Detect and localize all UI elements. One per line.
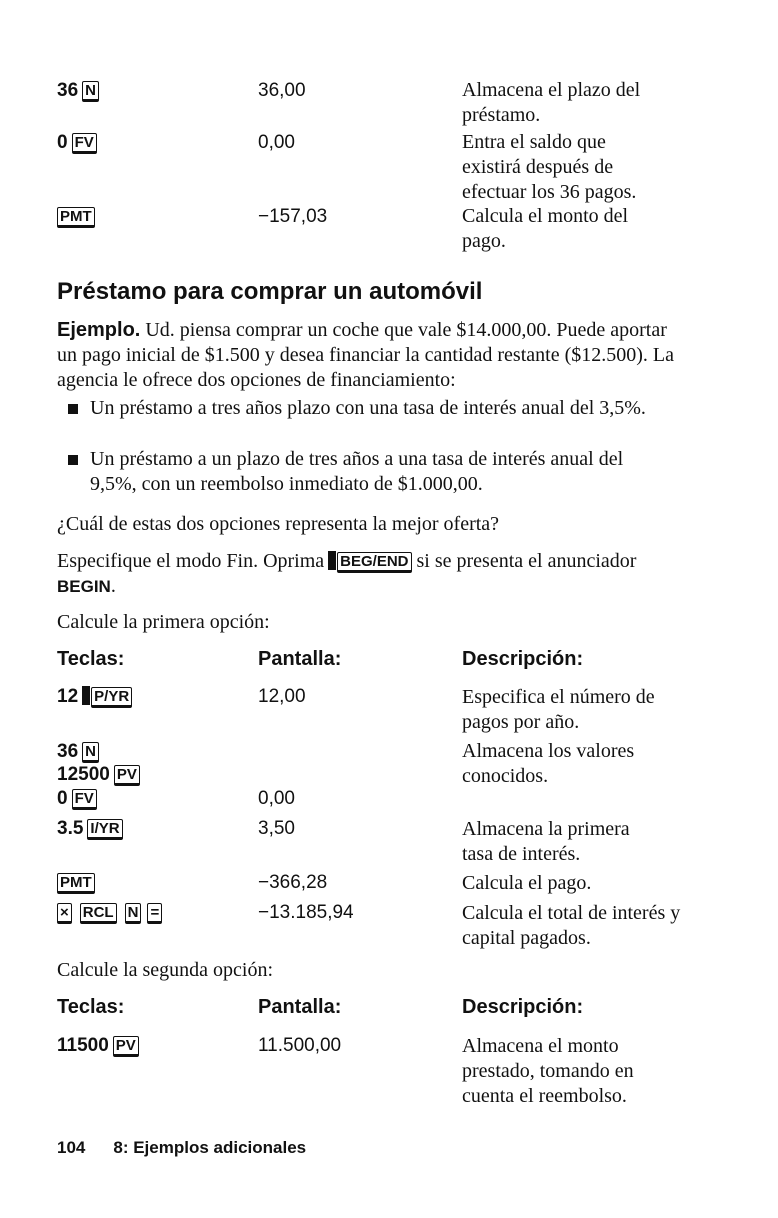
calculator-key: BEG/END bbox=[337, 552, 411, 573]
bullet-item-1: Un préstamo a tres años plazo con una tasa de interés anual del 3,5%. bbox=[68, 396, 682, 421]
annunciator-label: BEGIN bbox=[57, 577, 111, 596]
bullet-square-icon bbox=[68, 455, 78, 465]
display-cell: 36,00 bbox=[258, 80, 306, 101]
description-cell: Calcula el monto del pago. bbox=[462, 205, 629, 252]
section-title: Préstamo para comprar un automóvil bbox=[57, 278, 483, 305]
page-number: 104 bbox=[57, 1138, 86, 1157]
example-label: Ejemplo. bbox=[57, 319, 141, 341]
keys-cell bbox=[53, 872, 95, 894]
calculator-key: N bbox=[82, 742, 99, 763]
calculator-key: N bbox=[82, 81, 99, 102]
header-description: Descripción: bbox=[462, 996, 584, 1018]
description-cell: Entra el saldo que existirá después de efectuar los 36 pagos. bbox=[462, 131, 637, 203]
display-cell: 11.500,00 bbox=[258, 1035, 342, 1056]
keys-cell: 11500 PV bbox=[57, 1035, 139, 1057]
display-cell: −13.185,94 bbox=[258, 902, 354, 923]
keys-cell: 3.5 I/YR bbox=[57, 818, 123, 840]
option1-intro: Calcule la primera opción: bbox=[57, 611, 270, 633]
calculator-key: RCL bbox=[80, 903, 117, 924]
calculator-key: × bbox=[57, 903, 72, 924]
bullet-item-2: Un préstamo a un plazo de tres años a una tasa de interés anual del 9,5%, con un reembolso inmediato de $1.000,00. bbox=[68, 447, 682, 497]
calculator-key: I/YR bbox=[87, 819, 122, 840]
calculator-key: = bbox=[147, 903, 162, 924]
description-cell: Calcula el pago. bbox=[462, 872, 592, 894]
calculator-key: PV bbox=[113, 1036, 139, 1057]
keys-cell: 0 FV bbox=[57, 788, 97, 810]
option2-intro: Calcule la segunda opción: bbox=[57, 959, 274, 981]
question-text: ¿Cuál de estas dos opciones representa la mejor oferta? bbox=[57, 513, 500, 535]
keys-cell: 12 P/YR bbox=[57, 686, 132, 708]
page-footer bbox=[57, 1138, 306, 1158]
header-display: Pantalla: bbox=[258, 996, 342, 1018]
bullet-square-icon bbox=[68, 404, 78, 414]
header-description: Descripción: bbox=[462, 648, 584, 670]
description-cell: Almacena el plazo del préstamo. bbox=[462, 79, 641, 126]
calculator-key: FV bbox=[72, 133, 97, 154]
display-cell: 12,00 bbox=[258, 686, 306, 707]
display-cell: 0,00 bbox=[258, 788, 295, 809]
keys-cell: 0 FV bbox=[57, 132, 97, 154]
chapter-title: 8: Ejemplos adicionales bbox=[113, 1138, 307, 1157]
shift-key-icon bbox=[82, 686, 90, 705]
calculator-key: FV bbox=[72, 789, 97, 810]
example-paragraph bbox=[57, 318, 682, 393]
description-cell: Almacena los valores conocidos. bbox=[462, 740, 635, 787]
display-cell: −157,03 bbox=[258, 206, 328, 227]
mode-paragraph: Especifique el modo Fin. Oprima BEG/END si se presenta el anunciador BEGIN. bbox=[57, 550, 637, 597]
calculator-key: N bbox=[125, 903, 142, 924]
description-cell: Almacena la primera tasa de interés. bbox=[462, 818, 630, 865]
header-keys: Teclas: bbox=[57, 996, 125, 1018]
display-cell: 0,00 bbox=[258, 132, 295, 153]
calculator-key: PMT bbox=[57, 207, 95, 228]
keys-cell: 36 N bbox=[57, 741, 99, 763]
calculator-key: P/YR bbox=[91, 687, 132, 708]
display-cell: −366,28 bbox=[258, 872, 328, 893]
shift-key-icon bbox=[328, 551, 336, 570]
keys-cell: 12500 PV bbox=[57, 764, 140, 786]
calculator-key: PV bbox=[114, 765, 140, 786]
keys-cell bbox=[53, 902, 162, 924]
description-cell: Calcula el total de interés y capital pagados. bbox=[462, 902, 681, 949]
display-cell: 3,50 bbox=[258, 818, 295, 839]
header-keys: Teclas: bbox=[57, 648, 125, 670]
example-text: Ud. piensa comprar un coche que vale $14.000,00. Puede aportar un pago inicial de $1.500 y desea financiar la cantidad restante ($12.500). La agencia le ofrece dos opciones de financiamiento: bbox=[57, 319, 674, 391]
keys-cell: 36 N bbox=[57, 80, 99, 102]
header-display: Pantalla: bbox=[258, 648, 342, 670]
keys-cell bbox=[53, 206, 95, 228]
description-cell: Especifica el número de pagos por año. bbox=[462, 686, 655, 733]
calculator-key: PMT bbox=[57, 873, 95, 894]
description-cell: Almacena el monto prestado, tomando en cuenta el reembolso. bbox=[462, 1035, 634, 1107]
